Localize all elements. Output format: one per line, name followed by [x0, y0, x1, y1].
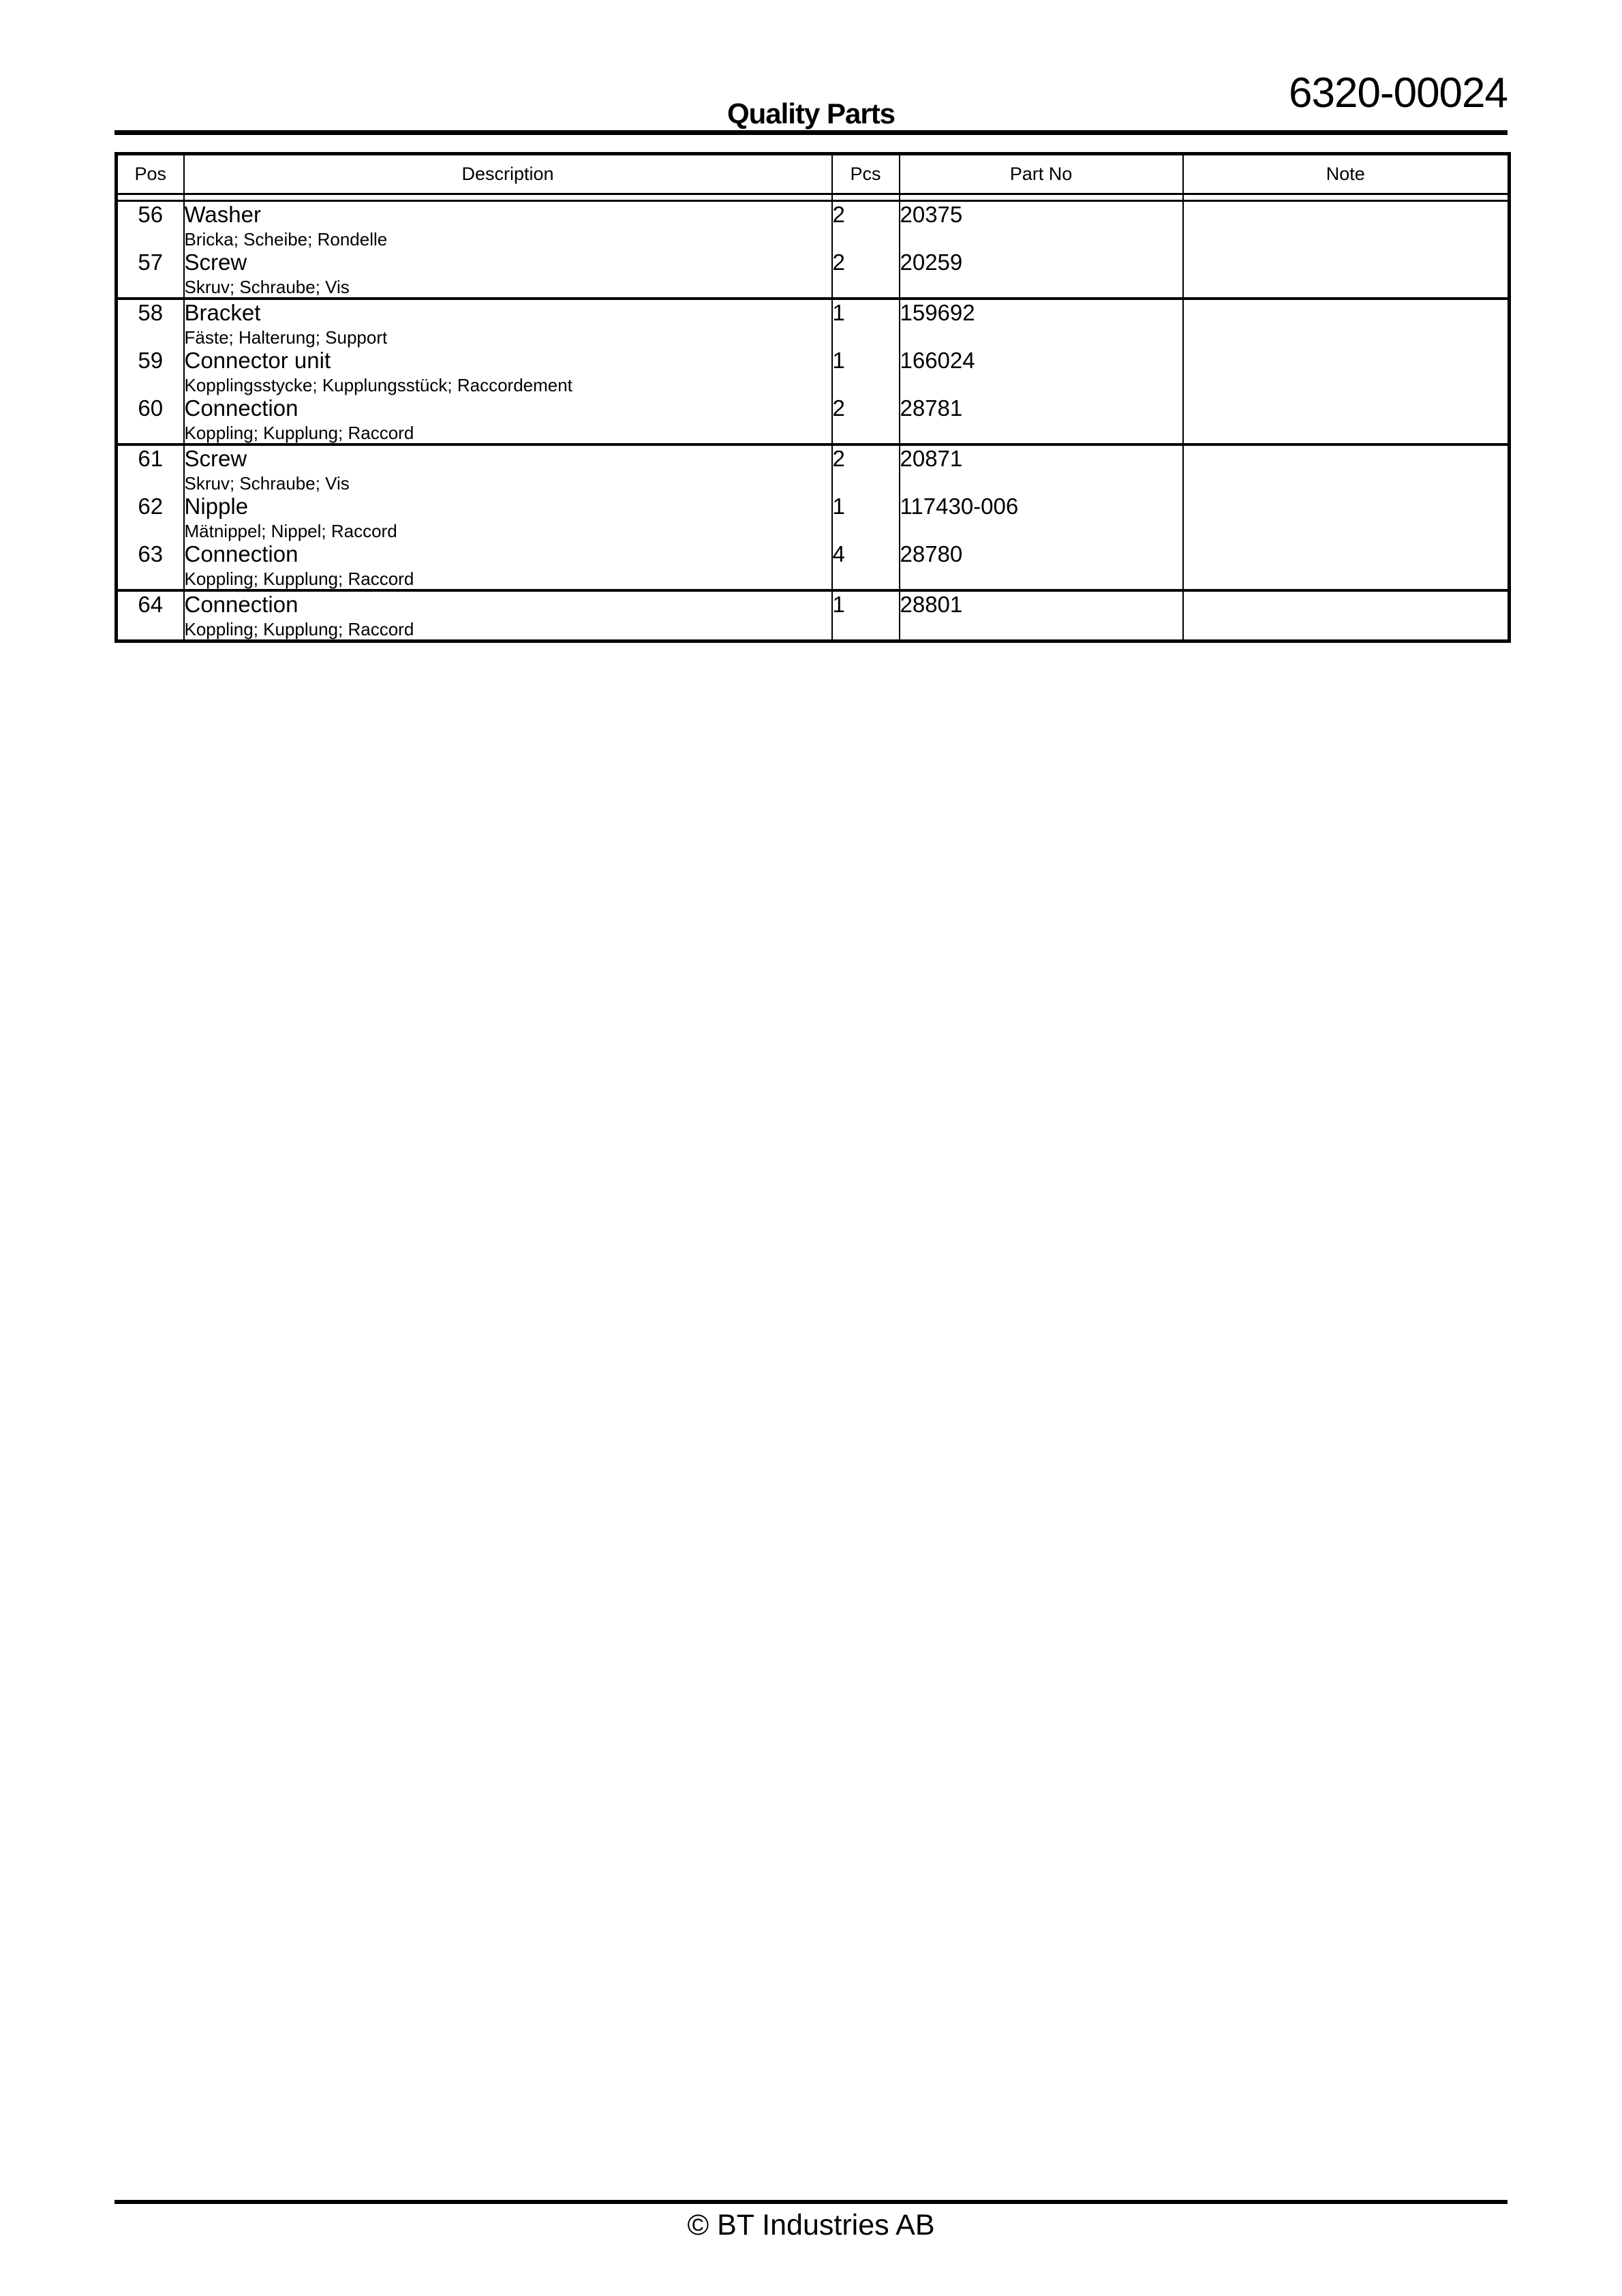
description-translations: Koppling; Kupplung; Raccord: [184, 619, 414, 639]
header-double-rule-spacer: [117, 194, 1510, 201]
table-row: [117, 541, 1510, 590]
pos-cell: 57: [117, 250, 184, 299]
part-no-cell: 28781: [900, 395, 1183, 444]
part-no-cell: 159692: [900, 299, 1183, 348]
part-no-cell: 28780: [900, 541, 1183, 590]
description-translations: Mätnippel; Nippel; Raccord: [184, 521, 397, 541]
column-header-pos: Pos: [117, 154, 184, 194]
description-translations: Koppling; Kupplung; Raccord: [184, 423, 414, 443]
pos-cell: 56: [117, 201, 184, 250]
description-cell: [184, 444, 832, 494]
row-group: [117, 590, 1510, 641]
note-cell: [1183, 348, 1510, 395]
note-cell: [1183, 590, 1510, 641]
pcs-cell: 1: [832, 494, 900, 541]
pos-cell: 58: [117, 299, 184, 348]
description-title: Screw: [184, 250, 247, 275]
column-header-pcs: Pcs: [832, 154, 900, 194]
pcs-cell: 2: [832, 201, 900, 250]
description-title: Washer: [184, 202, 261, 227]
copyright-text: © BT Industries AB: [687, 2209, 935, 2241]
description-cell: [184, 299, 832, 348]
description-title: Connector unit: [184, 348, 331, 373]
table-row: [117, 250, 1510, 299]
description-translations: Kopplingsstycke; Kupplungsstück; Raccordement: [184, 375, 572, 395]
parts-table: [114, 152, 1511, 643]
part-no-cell: 20375: [900, 201, 1183, 250]
part-no-cell: 20259: [900, 250, 1183, 299]
note-cell: [1183, 541, 1510, 590]
note-cell: [1183, 444, 1510, 494]
spacer-cell: [117, 194, 184, 201]
description-translations: Fäste; Halterung; Support: [184, 327, 388, 348]
part-no-cell: 20871: [900, 444, 1183, 494]
pos-cell: 64: [117, 590, 184, 641]
table-row: [117, 590, 1510, 641]
pos-cell: 60: [117, 395, 184, 444]
pos-cell: 63: [117, 541, 184, 590]
pcs-cell: 1: [832, 348, 900, 395]
table-row: [117, 444, 1510, 494]
pos-cell: 62: [117, 494, 184, 541]
spacer-cell: [1183, 194, 1510, 201]
description-title: Bracket: [184, 300, 261, 325]
note-cell: [1183, 494, 1510, 541]
column-header-note: Note: [1183, 154, 1510, 194]
description-title: Nipple: [184, 494, 249, 519]
table-header: [117, 154, 1510, 201]
note-cell: [1183, 201, 1510, 250]
column-header-description: Description: [184, 154, 832, 194]
part-no-cell: 117430-006: [900, 494, 1183, 541]
spacer-cell: [184, 194, 832, 201]
document-number: 6320-00024: [1289, 70, 1508, 117]
pcs-cell: 2: [832, 395, 900, 444]
row-group: [117, 444, 1510, 590]
description-cell: [184, 541, 832, 590]
pos-cell: 59: [117, 348, 184, 395]
description-title: Connection: [184, 541, 299, 567]
table-header-row: [117, 154, 1510, 194]
description-translations: Skruv; Schraube; Vis: [184, 473, 350, 494]
description-cell: [184, 590, 832, 641]
part-no-cell: 166024: [900, 348, 1183, 395]
table-row: [117, 494, 1510, 541]
pcs-cell: 1: [832, 590, 900, 641]
description-translations: Skruv; Schraube; Vis: [184, 277, 350, 297]
description-translations: Koppling; Kupplung; Raccord: [184, 569, 414, 589]
description-title: Screw: [184, 446, 247, 471]
table-row: [117, 395, 1510, 444]
table-row: [117, 299, 1510, 348]
row-group: [117, 299, 1510, 444]
spacer-cell: [832, 194, 900, 201]
pcs-cell: 1: [832, 299, 900, 348]
note-cell: [1183, 250, 1510, 299]
pcs-cell: 4: [832, 541, 900, 590]
parts-table-container: [114, 152, 1508, 643]
table-row: [117, 348, 1510, 395]
note-cell: [1183, 299, 1510, 348]
column-header-part-no: Part No: [900, 154, 1183, 194]
part-no-cell: 28801: [900, 590, 1183, 641]
pcs-cell: 2: [832, 444, 900, 494]
note-cell: [1183, 395, 1510, 444]
pos-cell: 61: [117, 444, 184, 494]
spacer-cell: [900, 194, 1183, 201]
page-title: Quality Parts: [726, 97, 896, 130]
description-title: Connection: [184, 395, 299, 421]
description-cell: [184, 494, 832, 541]
description-cell: [184, 348, 832, 395]
footer-rule: [114, 2200, 1508, 2204]
pcs-cell: 2: [832, 250, 900, 299]
header-rule: [114, 130, 1508, 135]
description-cell: [184, 395, 832, 444]
row-group: [117, 201, 1510, 299]
description-translations: Bricka; Scheibe; Rondelle: [184, 229, 388, 250]
table-row: [117, 201, 1510, 250]
description-title: Connection: [184, 592, 299, 617]
description-cell: [184, 250, 832, 299]
description-cell: [184, 201, 832, 250]
